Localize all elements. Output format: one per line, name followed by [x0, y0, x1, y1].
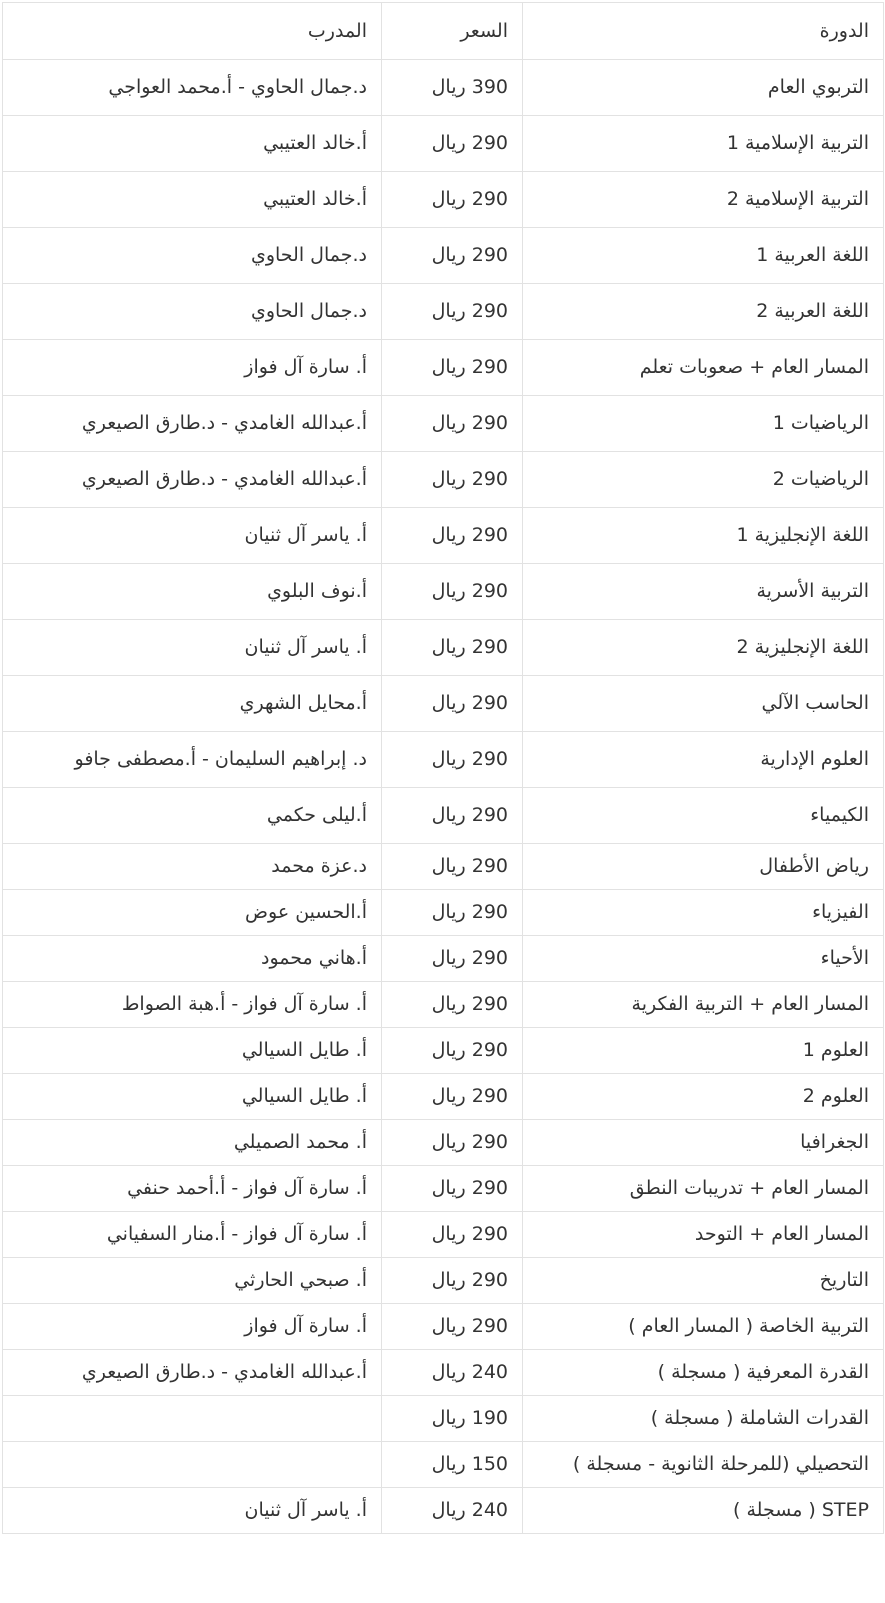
cell-trainer: [3, 1442, 382, 1488]
header-trainer: المدرب: [3, 3, 382, 60]
table-row: [3, 620, 884, 676]
table-row: [3, 1488, 884, 1534]
cell-course: المسار العام + التربية الفكرية: [523, 982, 884, 1028]
cell-trainer: أ. سارة آل فواز - أ.أحمد حنفي: [3, 1166, 382, 1212]
cell-trainer: أ.عبدالله الغامدي - د.طارق الصيعري: [3, 452, 382, 508]
header-course: الدورة: [523, 3, 884, 60]
table-row: [3, 788, 884, 844]
cell-price: 290 ريال: [382, 228, 523, 284]
cell-trainer: أ. سارة آل فواز: [3, 340, 382, 396]
cell-trainer: أ.عبدالله الغامدي - د.طارق الصيعري: [3, 396, 382, 452]
cell-price: 290 ريال: [382, 890, 523, 936]
cell-price: 290 ريال: [382, 1212, 523, 1258]
cell-price: 290 ريال: [382, 1028, 523, 1074]
cell-course: العلوم 1: [523, 1028, 884, 1074]
table-row: [3, 1396, 884, 1442]
cell-trainer: [3, 1396, 382, 1442]
cell-course: الكيمياء: [523, 788, 884, 844]
cell-course: الأحياء: [523, 936, 884, 982]
cell-price: 290 ريال: [382, 116, 523, 172]
table-row: [3, 396, 884, 452]
cell-price: 290 ريال: [382, 172, 523, 228]
cell-trainer: أ. صبحي الحارثي: [3, 1258, 382, 1304]
cell-price: 290 ريال: [382, 396, 523, 452]
cell-price: 240 ريال: [382, 1350, 523, 1396]
cell-price: 290 ريال: [382, 936, 523, 982]
cell-trainer: أ. سارة آل فواز - أ.هبة الصواط: [3, 982, 382, 1028]
cell-course: الجغرافيا: [523, 1120, 884, 1166]
cell-price: 290 ريال: [382, 788, 523, 844]
cell-course: اللغة العربية 1: [523, 228, 884, 284]
cell-course: التاريخ: [523, 1258, 884, 1304]
courses-table: [2, 2, 884, 1534]
table-row: [3, 228, 884, 284]
cell-trainer: أ. سارة آل فواز - أ.منار السفياني: [3, 1212, 382, 1258]
cell-price: 290 ريال: [382, 620, 523, 676]
table-row: [3, 1028, 884, 1074]
cell-course: الرياضيات 2: [523, 452, 884, 508]
cell-course: التربية الأسرية: [523, 564, 884, 620]
cell-trainer: د.جمال الحاوي - أ.محمد العواجي: [3, 60, 382, 116]
cell-course: اللغة الإنجليزية 1: [523, 508, 884, 564]
cell-trainer: أ. ياسر آل ثنيان: [3, 620, 382, 676]
cell-course: اللغة العربية 2: [523, 284, 884, 340]
cell-price: 290 ريال: [382, 1258, 523, 1304]
cell-price: 390 ريال: [382, 60, 523, 116]
cell-course: القدرة المعرفية ( مسجلة ): [523, 1350, 884, 1396]
cell-trainer: أ.الحسين عوض: [3, 890, 382, 936]
cell-trainer: أ. طايل السيالي: [3, 1074, 382, 1120]
cell-course: العلوم 2: [523, 1074, 884, 1120]
cell-course: التربية الإسلامية 2: [523, 172, 884, 228]
cell-price: 190 ريال: [382, 1396, 523, 1442]
table-row: [3, 172, 884, 228]
table-row: [3, 1166, 884, 1212]
cell-price: 240 ريال: [382, 1488, 523, 1534]
cell-trainer: أ.محايل الشهري: [3, 676, 382, 732]
cell-course: التربية الخاصة ( المسار العام ): [523, 1304, 884, 1350]
cell-trainer: أ.خالد العتيبي: [3, 116, 382, 172]
table-header-row: [3, 3, 884, 60]
cell-trainer: أ. ياسر آل ثنيان: [3, 508, 382, 564]
cell-trainer: أ.خالد العتيبي: [3, 172, 382, 228]
cell-price: 290 ريال: [382, 340, 523, 396]
table-row: [3, 60, 884, 116]
table-row: [3, 116, 884, 172]
cell-course: الفيزياء: [523, 890, 884, 936]
cell-price: 290 ريال: [382, 564, 523, 620]
table-row: [3, 1350, 884, 1396]
cell-course: التربوي العام: [523, 60, 884, 116]
cell-price: 290 ريال: [382, 1304, 523, 1350]
table-row: [3, 508, 884, 564]
cell-trainer: أ. ياسر آل ثنيان: [3, 1488, 382, 1534]
cell-trainer: أ.هاني محمود: [3, 936, 382, 982]
table-row: [3, 452, 884, 508]
table-row: [3, 732, 884, 788]
cell-course: الحاسب الآلي: [523, 676, 884, 732]
cell-course: STEP ( مسجلة ): [523, 1488, 884, 1534]
table-row: [3, 936, 884, 982]
cell-trainer: أ.عبدالله الغامدي - د.طارق الصيعري: [3, 1350, 382, 1396]
cell-price: 290 ريال: [382, 1166, 523, 1212]
cell-course: رياض الأطفال: [523, 844, 884, 890]
cell-trainer: د.عزة محمد: [3, 844, 382, 890]
cell-trainer: د.جمال الحاوي: [3, 228, 382, 284]
cell-course: المسار العام + صعوبات تعلم: [523, 340, 884, 396]
table-row: [3, 564, 884, 620]
cell-trainer: أ. محمد الصميلي: [3, 1120, 382, 1166]
table-row: [3, 1258, 884, 1304]
table-body: [3, 60, 884, 1534]
table-row: [3, 284, 884, 340]
cell-course: القدرات الشاملة ( مسجلة ): [523, 1396, 884, 1442]
table-row: [3, 1212, 884, 1258]
table-row: [3, 1120, 884, 1166]
cell-price: 290 ريال: [382, 508, 523, 564]
cell-price: 290 ريال: [382, 1074, 523, 1120]
table-row: [3, 844, 884, 890]
cell-course: المسار العام + تدريبات النطق: [523, 1166, 884, 1212]
cell-course: اللغة الإنجليزية 2: [523, 620, 884, 676]
cell-trainer: د. إبراهيم السليمان - أ.مصطفى جافو: [3, 732, 382, 788]
cell-price: 290 ريال: [382, 1120, 523, 1166]
header-price: السعر: [382, 3, 523, 60]
cell-trainer: أ.ليلى حكمي: [3, 788, 382, 844]
cell-course: المسار العام + التوحد: [523, 1212, 884, 1258]
cell-price: 290 ريال: [382, 844, 523, 890]
cell-price: 290 ريال: [382, 732, 523, 788]
cell-course: العلوم الإدارية: [523, 732, 884, 788]
cell-price: 290 ريال: [382, 452, 523, 508]
cell-trainer: أ.نوف البلوي: [3, 564, 382, 620]
table-row: [3, 1442, 884, 1488]
table-row: [3, 890, 884, 936]
table-row: [3, 1074, 884, 1120]
table-row: [3, 676, 884, 732]
table-row: [3, 340, 884, 396]
cell-trainer: أ. سارة آل فواز: [3, 1304, 382, 1350]
cell-course: الرياضيات 1: [523, 396, 884, 452]
cell-course: التربية الإسلامية 1: [523, 116, 884, 172]
cell-trainer: أ. طايل السيالي: [3, 1028, 382, 1074]
cell-trainer: د.جمال الحاوي: [3, 284, 382, 340]
cell-price: 290 ريال: [382, 284, 523, 340]
cell-price: 150 ريال: [382, 1442, 523, 1488]
table-row: [3, 1304, 884, 1350]
cell-price: 290 ريال: [382, 982, 523, 1028]
table-row: [3, 982, 884, 1028]
cell-price: 290 ريال: [382, 676, 523, 732]
cell-course: التحصيلي (للمرحلة الثانوية - مسجلة ): [523, 1442, 884, 1488]
